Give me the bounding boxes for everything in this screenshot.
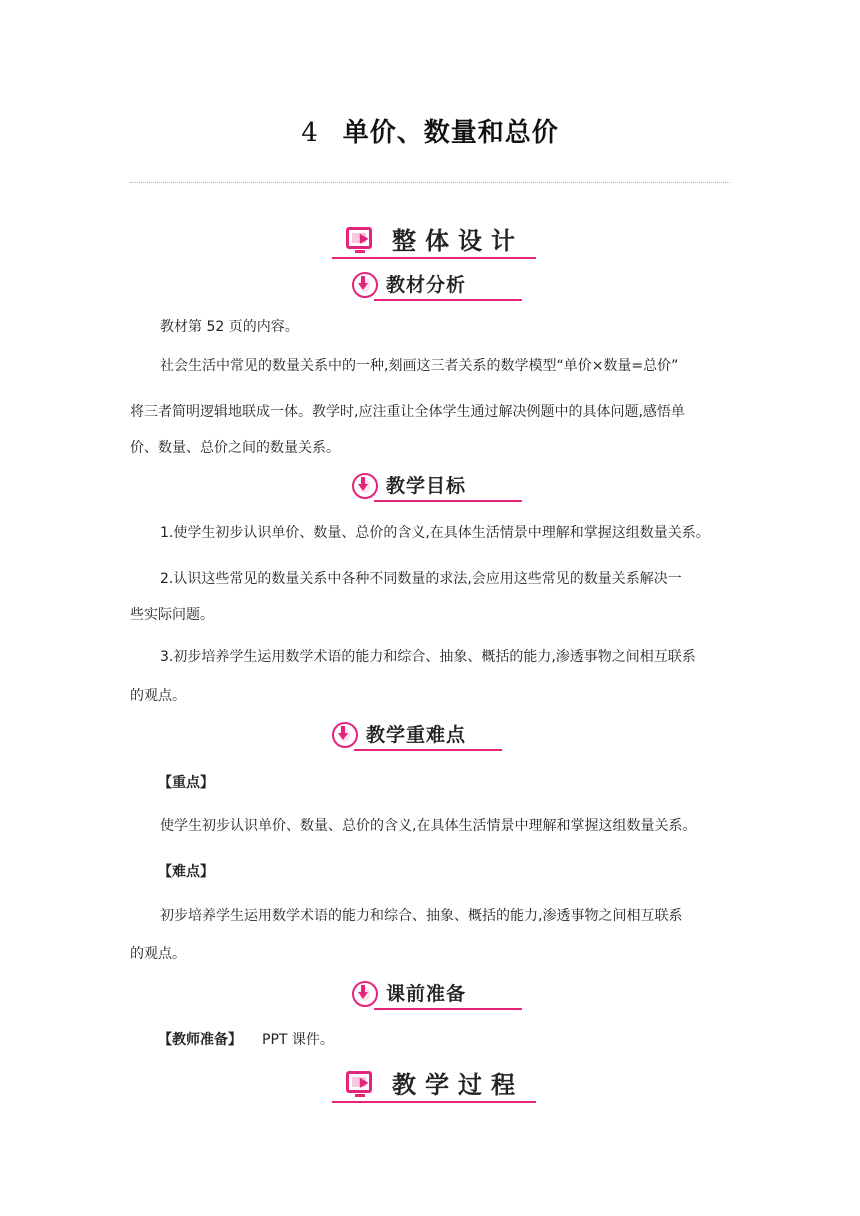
heading-label: 教学重难点 xyxy=(366,724,467,746)
goal-3-line-1: 3.初步培养学生运用数学术语的能力和综合、抽象、概括的能力,渗透事物之间相互联系 xyxy=(160,649,696,665)
monitor-icon xyxy=(346,1071,372,1093)
difficult-label: 【难点】 xyxy=(158,864,214,880)
preparation-line xyxy=(158,1026,334,1054)
analysis-paragraph-1: 教材第 52 页的内容。 xyxy=(160,319,299,335)
heading-teaching-goals xyxy=(352,473,512,505)
heading-teaching-process xyxy=(332,1067,572,1107)
heading-underline xyxy=(332,1101,536,1103)
preparation-label: 【教师准备】 xyxy=(158,1032,242,1048)
heading-label: 教材分析 xyxy=(386,274,467,296)
heading-underline xyxy=(374,1008,522,1010)
analysis-paragraph-2-line-1: 社会生活中常见的数量关系中的一种,刻画这三者关系的数学模型“单价×数量=总价” xyxy=(160,358,679,374)
heading-underline xyxy=(374,500,522,502)
heading-key-points xyxy=(332,722,492,754)
heading-label: 课前准备 xyxy=(386,983,467,1005)
heading-underline xyxy=(332,257,536,259)
heading-underline xyxy=(354,749,502,751)
preparation-text: PPT 课件。 xyxy=(262,1032,334,1048)
monitor-icon xyxy=(346,227,372,249)
heading-overall-design xyxy=(332,223,572,263)
heading-label: 教学目标 xyxy=(386,475,467,497)
difficult-text-line-1: 初步培养学生运用数学术语的能力和综合、抽象、概括的能力,渗透事物之间相互联系 xyxy=(160,908,683,924)
goal-2-line-1: 2.认识这些常见的数量关系中各种不同数量的求法,会应用这些常见的数量关系解决一 xyxy=(160,571,682,587)
heading-preparation xyxy=(352,981,512,1013)
heading-material-analysis xyxy=(352,272,512,304)
key-label: 【重点】 xyxy=(158,775,214,791)
heading-label: 整体设计 xyxy=(392,227,524,255)
title-text: 单价、数量和总价 xyxy=(342,118,559,148)
key-text: 使学生初步认识单价、数量、总价的含义,在具体生活情景中理解和掌握这组数量关系。 xyxy=(160,818,697,834)
page-title xyxy=(0,112,860,149)
section-number: 4 xyxy=(301,118,319,148)
goal-1: 1.使学生初步认识单价、数量、总价的含义,在具体生活情景中理解和掌握这组数量关系。 xyxy=(160,525,710,541)
analysis-paragraph-2-line-3: 价、数量、总价之间的数量关系。 xyxy=(130,440,340,456)
heading-label: 教学过程 xyxy=(392,1071,524,1099)
goal-2-line-2: 些实际问题。 xyxy=(130,607,214,623)
heading-underline xyxy=(374,299,522,301)
title-divider xyxy=(130,182,730,183)
analysis-paragraph-2-line-2: 将三者简明逻辑地联成一体。教学时,应注重让全体学生通过解决例题中的具体问题,感悟单 xyxy=(130,404,685,420)
goal-3-line-2: 的观点。 xyxy=(130,688,186,704)
difficult-text-line-2: 的观点。 xyxy=(130,946,186,962)
